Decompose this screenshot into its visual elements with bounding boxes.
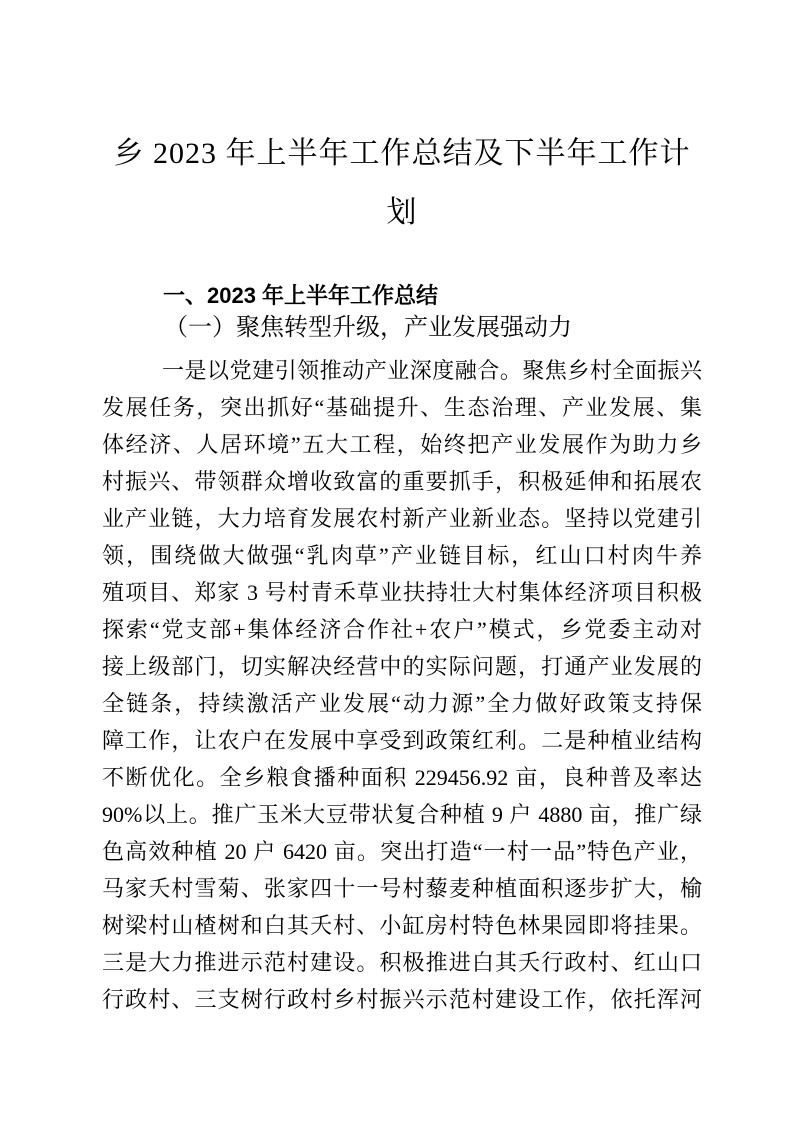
subsection-heading: （一）聚焦转型升级，产业发展强动力	[164, 315, 572, 341]
paragraph-line: 马家夭村雪菊、张家四十一号村藜麦种植面积逐步扩大，榆	[102, 876, 702, 901]
paragraph-line: 行政村、三支树行政村乡村振兴示范村建设工作，依托浑河	[102, 987, 702, 1012]
paragraph-line: 障工作，让农户在发展中享受到政策红利。二是种植业结构	[102, 728, 702, 753]
paragraph-line: 一是以党建引领推动产业深度融合。聚焦乡村全面振兴	[162, 358, 702, 383]
paragraph-line: 色高效种植 20 户 6420 亩。突出打造“一村一品”特色产业，	[102, 839, 702, 864]
paragraph-line: 接上级部门，切实解决经营中的实际问题，打通产业发展的	[102, 654, 702, 679]
paragraph-line: 全链条，持续激活产业发展“动力源”全力做好政策支持保	[102, 691, 702, 716]
document-title-line-1: 乡 2023 年上半年工作总结及下半年工作计	[113, 137, 691, 170]
paragraph-line: 体经济、人居环境”五大工程，始终把产业发展作为助力乡	[102, 432, 702, 457]
paragraph-line: 树梁村山楂树和白其夭村、小缸房村特色林果园即将挂果。	[102, 913, 702, 938]
paragraph-line: 殖项目、郑家 3 号村青禾草业扶持壮大村集体经济项目积极	[102, 580, 702, 605]
paragraph-line: 领，围绕做大做强“乳肉草”产业链目标，红山口村肉牛养	[102, 543, 702, 568]
document-title-line-2: 划	[386, 196, 418, 229]
paragraph-line: 发展任务，突出抓好“基础提升、生态治理、产业发展、集	[102, 395, 702, 420]
paragraph-line: 业产业链，大力培育发展农村新产业新业态。坚持以党建引	[102, 506, 702, 531]
document-title	[102, 124, 702, 242]
paragraph-line: 村振兴、带领群众增收致富的重要抓手，积极延伸和拓展农	[102, 469, 702, 494]
document-content	[102, 0, 702, 1018]
paragraph-line: 探索“党支部+集体经济合作社+农户”模式，乡党委主动对	[102, 617, 702, 642]
paragraph-line: 不断优化。全乡粮食播种面积 229456.92 亩，良种普及率达	[102, 765, 702, 790]
paragraph-line: 90%以上。推广玉米大豆带状复合种植 9 户 4880 亩，推广绿	[102, 802, 702, 827]
paragraph-line: 三是大力推进示范村建设。积极推进白其夭行政村、红山口	[102, 950, 702, 975]
body-paragraph	[102, 352, 702, 1018]
section-heading: 一、2023 年上半年工作总结	[163, 283, 439, 308]
